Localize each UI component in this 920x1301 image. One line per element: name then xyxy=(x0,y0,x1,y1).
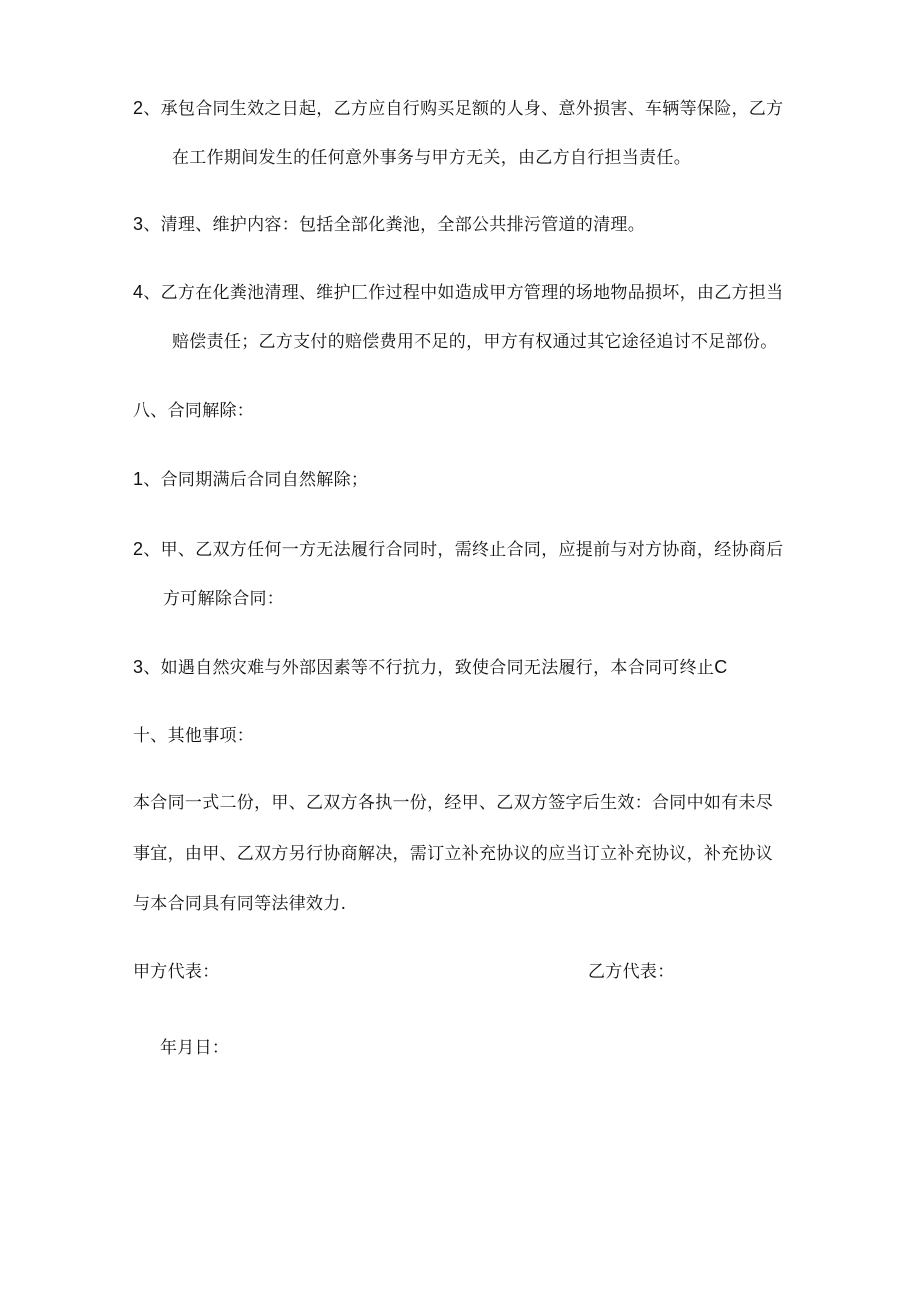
section-10-paragraph-line-3: 与本合同具有同等法律效力. xyxy=(133,894,347,914)
section-8-item-2-line-1 xyxy=(133,537,783,562)
clause-7-item-2-line-1 xyxy=(133,96,783,121)
section-10-heading: 十、其他事项： xyxy=(133,726,255,746)
date-label: 年月日： xyxy=(160,1038,230,1058)
section-10-paragraph-line-2: 事宜，由甲、乙双方另行协商解决，需订立补充协议的应当订立补充协议，补充协议 xyxy=(133,844,774,864)
item-number: 2 xyxy=(133,98,144,118)
item-number: 1 xyxy=(133,469,144,489)
item-text: 、合同期满后合同自然解除； xyxy=(143,470,369,490)
item-number: 2 xyxy=(133,539,144,559)
section-8-item-3-line-1 xyxy=(133,655,728,680)
item-text: 、甲、乙双方任何一方无法履行合同时，需终止合同，应提前与对方协商，经协商后 xyxy=(143,540,784,560)
item-tail: C xyxy=(714,657,728,677)
item-text: 、乙方在化粪池清理、维护匚作过程中如造成甲方管理的场地物品损坏，由乙方担当 xyxy=(143,283,784,303)
item-number: 3 xyxy=(133,214,144,234)
party-b-representative: 乙方代表： xyxy=(588,962,675,982)
item-number: 3 xyxy=(133,657,144,677)
item-text: 、承包合同生效之日起，乙方应自行购买足额的人身、意外损害、车辆等保险，乙方 xyxy=(143,99,784,119)
clause-7-item-4-line-2: 赔偿责任；乙方支付的赔偿费用不足的，甲方有权通过其它途径追讨不足部份。 xyxy=(172,332,778,352)
clause-7-item-2-line-2: 在工作期间发生的任何意外事务与甲方无关，由乙方自行担当责任。 xyxy=(172,148,691,168)
section-8-heading: 八、合同解除： xyxy=(133,401,255,421)
party-a-representative: 甲方代表： xyxy=(133,962,220,982)
clause-7-item-4-line-1 xyxy=(133,280,783,305)
item-text: 、清理、维护内容：包括全部化粪池，全部公共排污管道的清理。 xyxy=(143,215,646,235)
clause-7-item-3-line-1 xyxy=(133,212,645,237)
section-8-item-2-line-2: 方可解除合同： xyxy=(163,589,285,609)
section-10-paragraph-line-1: 本合同一式二份，甲、乙双方各执一份，经甲、乙双方签字后生效：合同中如有未尽 xyxy=(133,793,774,813)
section-8-item-1-line-1 xyxy=(133,467,368,492)
item-text: 、如遇自然灾难与外部因素等不行抗力，致使合同无法履行，本合同可终止 xyxy=(143,658,715,678)
item-number: 4 xyxy=(133,282,144,302)
